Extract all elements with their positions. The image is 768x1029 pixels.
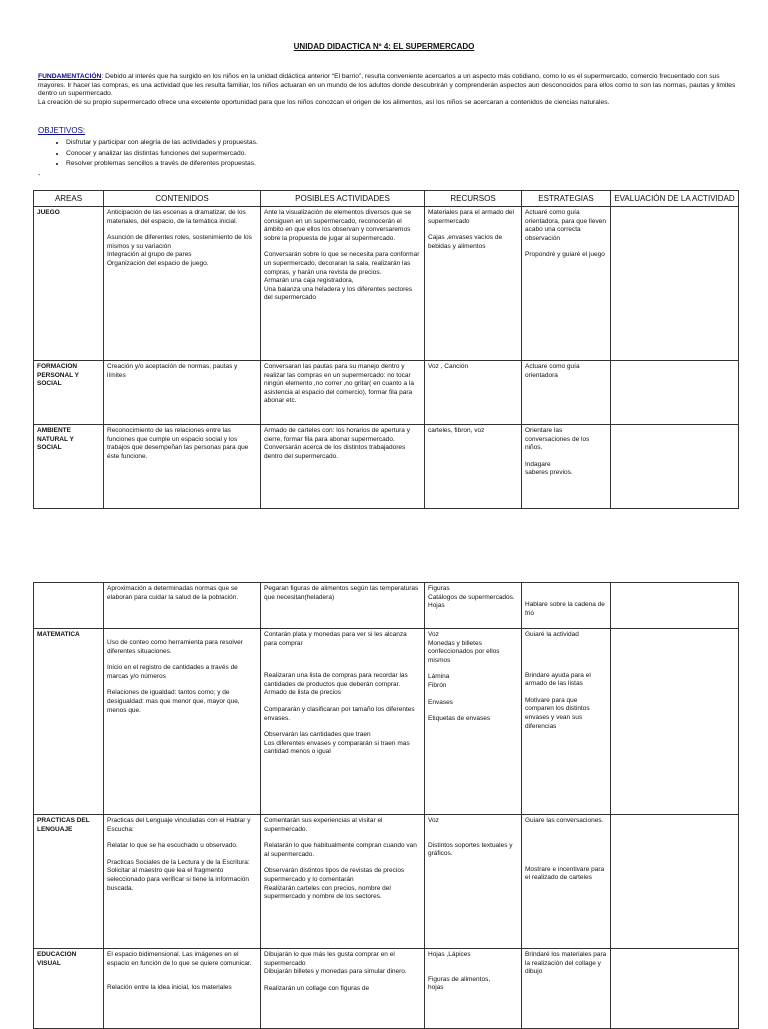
estrategias-line — [525, 648, 607, 656]
header-areas: AREAS — [34, 191, 104, 207]
contenidos-line: Practicas del Lenguaje vinculadas con el Hablar y Escucha: — [107, 817, 251, 833]
recursos-line: Catálogos de supermercados. — [428, 593, 515, 601]
actividades-line — [264, 648, 421, 656]
estrategias-line — [525, 689, 607, 697]
estrategias-line: Actuaré como guía orientadora, para que lleven acabo una correcta observación — [525, 209, 606, 242]
actividades-line: Conversaran las pautas para su manejo dentro y realizar las compras en un supermercado: no tocar ningún elemento ,no correr ,no gritar( en cuanto a la asistencia al espacio del comercio), formar fila para abonar etc. — [264, 363, 414, 405]
area-cell: JUEGO — [34, 207, 104, 361]
contenidos-line — [107, 968, 257, 976]
estrategias-line: Orientare las conversaciones de los niños. — [525, 427, 590, 452]
actividades-cell — [261, 361, 425, 425]
recursos-line — [428, 226, 518, 234]
contenidos-line — [107, 681, 257, 689]
table-row — [34, 583, 739, 629]
actividades-cell — [261, 629, 425, 815]
actividades-line: Compararán y clasificaran por tamaño los diferentes envases. — [264, 705, 415, 722]
recursos-cell — [425, 583, 522, 629]
planning-table-page1 — [33, 190, 739, 509]
recursos-line: Hojas ,Lápices — [428, 951, 471, 958]
actividades-cell — [261, 207, 425, 361]
recursos-line — [428, 691, 518, 699]
objetivos-list — [56, 138, 258, 170]
recursos-line: Figuras — [428, 585, 450, 592]
recursos-cell — [425, 629, 522, 815]
actividades-line: Observarán distintos tipos de revistas de precios supermercado y lo comentarán — [264, 867, 405, 883]
header-recursos: RECURSOS — [425, 191, 522, 207]
actividades-line — [264, 859, 421, 867]
recursos-line — [428, 665, 518, 673]
actividades-line: Dibujarán billetes y monedas para simular dinero. — [264, 968, 407, 976]
recursos-line: Monedas y billetes confeccionados por ellos mismos — [428, 639, 500, 664]
recursos-line — [428, 960, 518, 968]
contenidos-line: Asunción de diferentes roles, sostenimiento de los mismos y su variación — [107, 234, 252, 250]
header-contenidos: CONTENIDOS — [104, 191, 261, 207]
recursos-line: Voz — [428, 817, 439, 824]
recursos-line — [428, 826, 518, 834]
contenidos-line — [107, 631, 257, 639]
contenidos-line: Relatar lo que se ha escuchado u observado. — [107, 842, 238, 850]
evaluacion-cell — [611, 949, 739, 1029]
estrategias-line — [525, 834, 607, 842]
estrategias-line — [525, 640, 607, 648]
recursos-cell — [425, 361, 522, 425]
estrategias-line — [525, 585, 607, 593]
contenidos-line: Creación y/o aceptación de normas, pautas y límites — [107, 363, 238, 379]
contenidos-line: Uso de conteo como herramienta para resolver diferentes situaciones. — [107, 639, 243, 655]
estrategias-line: Motivare para que comparen los distintos envases y vean sus diferencias — [525, 696, 590, 730]
actividades-cell — [261, 949, 425, 1029]
estrategias-line — [525, 593, 607, 601]
recursos-line: carteles, fibron, voz — [428, 427, 485, 434]
objetivo-item: • Conocer y analizar las distintas funciones del supermercado. — [66, 149, 258, 160]
contenidos-cell — [104, 361, 261, 425]
estrategias-cell — [522, 361, 611, 425]
table-header-row — [34, 191, 739, 207]
actividades-line: Realizaran una lista de compras para recordar las cantidades de productos que deberán comprar. — [264, 672, 408, 688]
actividades-line: Realizarán un collage con figuras de — [264, 984, 370, 992]
contenidos-line: Relación entre la idea inicial, los materiales — [107, 984, 232, 992]
actividades-line: Armado de lista de precios — [264, 689, 341, 697]
evaluacion-cell — [611, 207, 739, 361]
estrategias-line — [525, 850, 607, 858]
table-row — [34, 949, 739, 1029]
recursos-line: Lámina — [428, 673, 450, 681]
planning-table-page2 — [33, 582, 739, 1029]
contenidos-cell — [104, 949, 261, 1029]
actividades-line: Armado de carteles con: los horarios de apertura y cierre, formar fila para abonar supermercado. — [264, 427, 410, 443]
table-row — [34, 815, 739, 949]
area-cell: MATEMATICA — [34, 629, 104, 815]
estrategias-cell — [522, 949, 611, 1029]
fundamentacion-text: : Debido al interés que ha surgido en los niños en la unidad didáctica anterior “El barrio”, resulta conveniente acercarlos a un aspecto más cotidiano, como lo es el supermercado, comercio frecuentado con sus mayores. Ir hacer las compras, es una actividad que les resulta familiar, los niños actuaran en un mundo de los adultos donde descubrirán y comprenderán aspectos aun desconocidos para ellos como lo son las normas, pautas y limites dentro un supermercado. — [38, 73, 736, 98]
contenidos-line — [107, 834, 257, 842]
actividades-line: Observarán las cantidades que traen — [264, 731, 371, 739]
recursos-line: Voz — [428, 631, 439, 638]
actividades-line — [264, 977, 421, 985]
estrategias-line: Guiaré la actividad — [525, 631, 579, 638]
actividades-line: Conversarán sobre lo que se necesita para conformar un supermercado, decoraran la sala, realizarán las compras, y harán una revista de precios. — [264, 251, 420, 276]
actividades-line: Ante la visualización de elementos diversos que se consiguen en un supermercado, reconocerán el ámbito en que ellos los observan y conversaremos sobre la propuesta de jugar al supermercado. — [264, 209, 412, 242]
estrategias-cell — [522, 629, 611, 815]
contenidos-line: Inicio en el registro de cantidades a través de marcas y/o números — [107, 664, 238, 680]
actividades-line: Una balanza una heladera y los diferentes sectores del supermercado — [264, 285, 413, 302]
estrategias-cell — [522, 815, 611, 949]
recursos-line: Materiales para el armado del supermercado — [428, 209, 514, 225]
actividades-line — [264, 243, 421, 251]
contenidos-line — [107, 226, 257, 234]
list-dash: - — [38, 172, 41, 179]
table-row — [34, 207, 739, 361]
estrategias-line — [525, 243, 607, 251]
estrategias-line: Propondré y guiaré el juego — [525, 251, 605, 259]
recursos-cell — [425, 949, 522, 1029]
recursos-line: Cajas ,envases vacíos de bebidas y alimentos — [428, 234, 503, 250]
actividades-cell — [261, 815, 425, 949]
estrategias-line — [525, 842, 607, 850]
evaluacion-cell — [611, 425, 739, 509]
recursos-line: Etiquetas de envases — [428, 715, 491, 723]
evaluacion-cell — [611, 815, 739, 949]
contenidos-cell — [104, 815, 261, 949]
recursos-line: Voz , Canción — [428, 363, 469, 370]
estrategias-line — [525, 826, 607, 834]
contenidos-line — [107, 851, 257, 859]
document-title: UNIDAD DIDACTICA Nº 4: EL SUPERMERCADO — [293, 42, 475, 51]
actividades-line: Relatarán lo que habitualmente compran cuando van al supermercado. — [264, 842, 417, 858]
evaluacion-cell — [611, 361, 739, 425]
objetivos-heading — [38, 126, 85, 135]
actividades-line — [264, 656, 421, 664]
fundamentacion-label: FUNDAMENTACIÓN — [38, 73, 102, 80]
estrategias-line: Mostrare e incentivare para el realizado de carteles — [525, 865, 605, 882]
contenidos-line: Organización del espacio de juego. — [107, 259, 209, 267]
actividades-line — [264, 723, 421, 731]
contenidos-cell — [104, 583, 261, 629]
recursos-line — [428, 834, 518, 842]
estrategias-line: Actuare como guía orientadora — [525, 363, 580, 379]
estrategias-line: Hablare sobre la cadena de frió — [525, 601, 605, 617]
table-row — [34, 425, 739, 509]
contenidos-cell — [104, 425, 261, 509]
area-cell: FORMACION PERSONAL Y SOCIAL — [34, 361, 104, 425]
area-cell — [34, 583, 104, 629]
estrategias-line — [525, 858, 607, 866]
actividades-line — [264, 834, 421, 842]
actividades-line: Conversarán acerca de los distintos trabajadores dentro del supermercado. — [264, 444, 406, 460]
actividades-line: Contarán plata y monedas para ver si les alcanza para comprar — [264, 631, 407, 647]
estrategias-line — [525, 453, 607, 461]
estrategias-cell — [522, 425, 611, 509]
objetivos-label: OBJETIVOS — [38, 126, 83, 135]
table-row — [34, 629, 739, 815]
recursos-cell — [425, 815, 522, 949]
actividades-line — [264, 664, 421, 672]
recursos-line: Fibrón — [428, 681, 447, 689]
area-cell: EDUCACION VISUAL — [34, 949, 104, 1029]
recursos-line: Figuras de alimentos, — [428, 975, 491, 983]
fundamentacion-paragraph — [38, 73, 738, 99]
contenidos-line: Reconocimiento de las relaciones entre las funciones que cumple un espacio social y los trabajos que desempeñan las personas para que éste funcione. — [107, 427, 249, 460]
objetivo-item: • Disfrutar y participar con alegría de las actividades y propuestas. — [66, 138, 258, 149]
fundamentacion-text-2: La creación de su propio supermercado ofrece una excelente oportunidad para que los niños conozcan el origen de los alimentos, así los niños se acercaran a contenidos de ciencias naturales. — [38, 98, 610, 106]
estrategias-line: Brindare ayuda para el armado de las listas — [525, 671, 591, 688]
contenidos-cell — [104, 207, 261, 361]
contenidos-line — [107, 976, 257, 984]
contenidos-line: El espacio bidimensional. Las imágenes en el espacio en función de lo que se quiere comunicar. — [107, 951, 252, 967]
estrategias-line: Guiare las conversaciones. — [525, 817, 604, 824]
estrategias-cell — [522, 583, 611, 629]
contenidos-line: Practicas Sociales de la Lectura y de la Escritura: — [107, 858, 250, 866]
contenidos-cell — [104, 629, 261, 815]
evaluacion-cell — [611, 629, 739, 815]
contenidos-line: Solicitar al maestro que lea el fragmento seleccionado para verificar si tiene la información buscada. — [107, 867, 249, 892]
actividades-line: Comentarán sus experiencias al visitar el supermercado. — [264, 817, 383, 833]
recursos-line: Distintos soportes textuales y gráficos. — [428, 841, 513, 858]
estrategias-line — [525, 664, 607, 672]
actividades-cell — [261, 425, 425, 509]
recursos-cell — [425, 207, 522, 361]
recursos-line — [428, 707, 518, 715]
estrategias-line: saberes previos. — [525, 469, 573, 477]
contenidos-line: Relaciones de igualdad: tantos como; y de desigualdad: mas que menor que, mayor que, menos que. — [107, 689, 240, 714]
actividades-line: Pegaran figuras de alimentos según las temperaturas que necesitan(heladera) — [264, 585, 419, 601]
header-estrategias: ESTRATEGIAS — [522, 191, 611, 207]
contenidos-line — [107, 656, 257, 664]
recursos-line: Envases — [428, 698, 453, 706]
actividades-line: Realizarán carteles con precios, nombre del supermercado y nombre de los sectores. — [264, 884, 391, 901]
contenidos-line: Aproximación a determinadas normas que se elaboran para cuidar la salud de la población. — [107, 585, 239, 601]
estrategias-cell — [522, 207, 611, 361]
recursos-line: Hojas — [428, 602, 445, 610]
header-evaluacion: EVALUACIÓN DE LA ACTIVIDAD — [611, 191, 739, 207]
actividades-line: Armarán una caja registradora, — [264, 277, 354, 285]
recursos-cell — [425, 425, 522, 509]
area-cell: PRACTICAS DEL LENGUAJE — [34, 815, 104, 949]
contenidos-line: Integración al grupo de pares — [107, 251, 192, 259]
actividades-line: Dibujarán lo que más les gusta comprar en el supermercado — [264, 951, 395, 967]
objetivos-colon: : — [82, 126, 86, 135]
actividades-cell — [261, 583, 425, 629]
objetivo-item: • Resolver problemas sencillos a través de diferentes propuestas. — [66, 159, 258, 170]
actividades-line: Los diferentes envases y compararán si traen mas cantidad menos o igual — [264, 739, 410, 756]
estrategias-line: Indagare — [525, 460, 551, 468]
area-cell: AMBIENTE NATURAL Y SOCIAL — [34, 425, 104, 509]
estrategias-line — [525, 656, 607, 664]
table-row — [34, 361, 739, 425]
actividades-line — [264, 698, 421, 706]
estrategias-line: Brindaré los materiales para la realización del collage y dibujo — [525, 951, 607, 976]
fundamentacion-section — [38, 73, 738, 107]
evaluacion-cell — [611, 583, 739, 629]
header-actividades: POSIBLES ACTIVIDADES — [261, 191, 425, 207]
contenidos-line: Anticipación de las escenas a dramatizar, de los materiales, del espacio, de la temática inicial. — [107, 209, 246, 225]
recursos-line — [428, 968, 518, 976]
recursos-line: hojas — [428, 984, 444, 992]
